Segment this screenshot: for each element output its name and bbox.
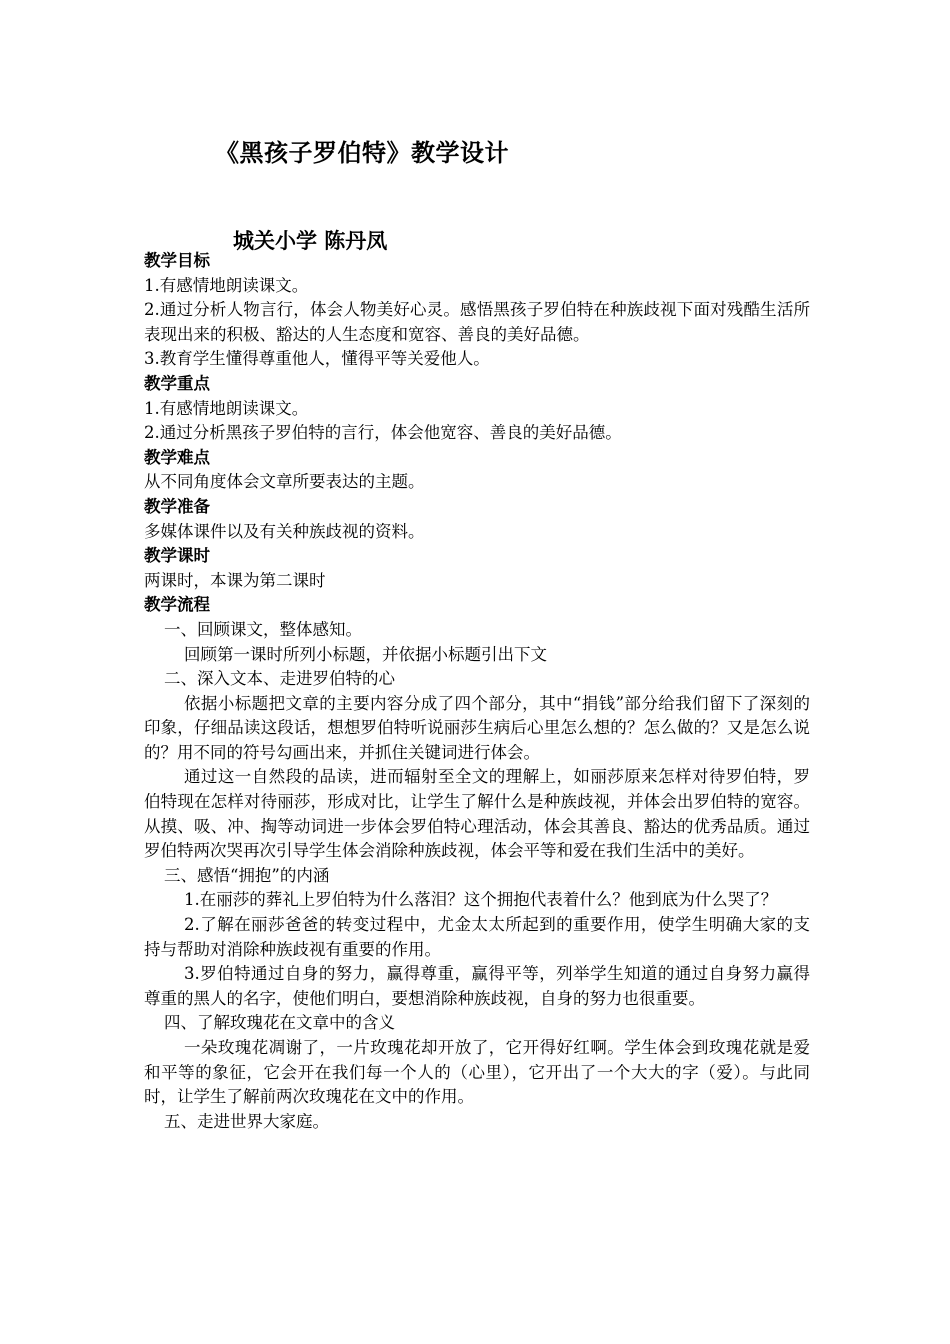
hours-heading: 教学课时 (144, 546, 210, 566)
goals-heading: 教学目标 (144, 251, 210, 270)
section-title: 一、回顾课文，整体感知。 (164, 619, 362, 639)
goal-item: 3.教育学生懂得尊重他人，懂得平等关爱他人。 (144, 349, 490, 369)
section-title: 三、感悟“拥抱”的内涵 (164, 865, 330, 885)
key-item: 1.有感情地朗读课文。 (144, 398, 309, 418)
goal-item: 1.有感情地朗读课文。 (144, 275, 309, 295)
section-title: 五、走进世界大家庭。 (164, 1111, 329, 1131)
hours-text: 两课时，本课为第二课时 (144, 570, 326, 590)
document-title: 《黑孩子罗伯特》教学设计 (215, 138, 509, 167)
flow-heading: 教学流程 (144, 595, 210, 615)
section-paragraph: 回顾第一课时所列小标题，并依据小标题引出下文 (184, 644, 547, 664)
difficulty-heading: 教学难点 (144, 447, 210, 467)
key-heading: 教学重点 (144, 373, 210, 393)
section-paragraph: 通过这一自然段的品读，进而辐射至全文的理解上，如丽莎原来怎样对待罗伯特，罗伯特现在怎样对待丽莎，形成对比，让学生了解什么是种族歧视，并体会出罗伯特的宽容。从摸、吸、冲、掏等动词进一步体会罗伯特心理活动，体会其善良、豁达的优秀品质。通过罗伯特两次哭再次引导学生体会消除种族歧视，体会平等和爱在我们生活中的美好。 (144, 767, 810, 861)
key-item: 2.通过分析黑孩子罗伯特的言行，体会他宽容、善良的美好品德。 (144, 423, 622, 443)
goal-item: 2.通过分析人物言行，体会人物美好心灵。感悟黑孩子罗伯特在种族歧视下面对残酷生活所表现出来的积极、豁达的人生态度和宽容、善良的美好品德。 (144, 300, 810, 344)
section-paragraph: 一朵玫瑰花凋谢了，一片玫瑰花却开放了，它开得好红啊。学生体会到玫瑰花就是爱和平等的象征，它会开在我们每一个人的（心里），它开出了一个大大的字（爱）。与此同时，让学生了解前两次玫瑰花在文中的作用。 (144, 1038, 810, 1107)
prep-text: 多媒体课件以及有关种族歧视的资料。 (144, 521, 425, 541)
section-paragraph: 2.了解在丽莎爸爸的转变过程中，尤金太太所起到的重要作用，使学生明确大家的支持与帮助对消除种族歧视有重要的作用。 (144, 915, 810, 959)
section-paragraph: 3.罗伯特通过自身的努力，赢得尊重，赢得平等，列举学生知道的通过自身努力赢得尊重的黑人的名字，使他们明白，要想消除种族歧视，自身的努力也很重要。 (144, 964, 810, 1008)
prep-heading: 教学准备 (144, 496, 210, 516)
document-author: 城关小学 陈丹凤 (233, 228, 388, 253)
section-paragraph: 1.在丽莎的葬礼上罗伯特为什么落泪？这个拥抱代表着什么？他到底为什么哭了？ (184, 890, 778, 910)
difficulty-text: 从不同角度体会文章所要表达的主题。 (144, 472, 425, 492)
document-body (144, 249, 810, 1134)
section-title: 四、了解玫瑰花在文章中的含义 (164, 1013, 395, 1033)
section-paragraph: 依据小标题把文章的主要内容分成了四个部分，其中“捐钱”部分给我们留下了深刻的印象，仔细品读这段话，想想罗伯特听说丽莎生病后心里怎么想的？怎么做的？又是怎么说的？用不同的符号勾画出来，并抓住关键词进行体会。 (144, 693, 810, 762)
section-title: 二、深入文本、走进罗伯特的心 (164, 669, 395, 689)
